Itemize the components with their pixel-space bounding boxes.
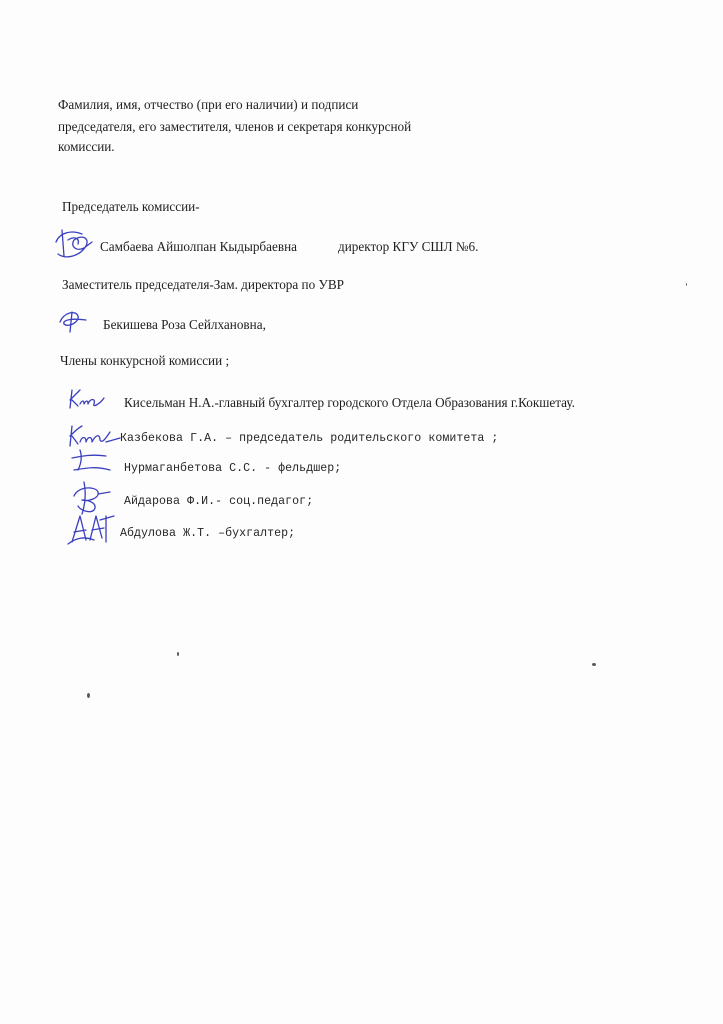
deputy-signature — [56, 308, 90, 334]
scan-speck — [592, 663, 596, 666]
member-4: Айдарова Ф.И.- соц.педагог; — [124, 495, 314, 508]
chair-position: директор КГУ СШЛ №6. — [338, 239, 479, 254]
chair-name: Самбаева Айшолпан Кыдырбаевна — [100, 239, 297, 254]
deputy-heading: Заместитель председателя-Зам. директора по УВР — [62, 277, 344, 292]
scan-speck — [87, 693, 90, 698]
member-2-signature — [66, 424, 122, 450]
member-1-signature — [66, 386, 106, 412]
member-1: Кисельман Н.А.-главный бухгалтер городского Отдела Образования г.Кокшетау. — [124, 395, 575, 410]
member-5-signature — [64, 510, 120, 548]
chair-signature — [52, 226, 96, 262]
member-3: Нурмаганбетова С.С. - фельдшер; — [124, 462, 342, 475]
header-line-3: комиссии. — [58, 139, 115, 154]
member-2: Казбекова Г.А. – председатель родительского комитета ; — [120, 432, 499, 445]
scan-speck — [686, 283, 687, 286]
chair-heading: Председатель комиссии- — [62, 199, 200, 214]
member-5: Абдулова Ж.Т. –бухгалтер; — [120, 527, 296, 540]
header-line-2: председателя, его заместителя, членов и секретаря конкурсной — [58, 119, 412, 134]
header-line-1: Фамилия, имя, отчество (при его наличии) и подписи — [58, 97, 359, 112]
member-3-signature — [68, 448, 116, 476]
members-heading: Члены конкурсной комиссии ; — [60, 353, 230, 368]
scan-speck — [177, 652, 179, 656]
deputy-name: Бекишева Роза Сейлхановна, — [103, 317, 266, 332]
